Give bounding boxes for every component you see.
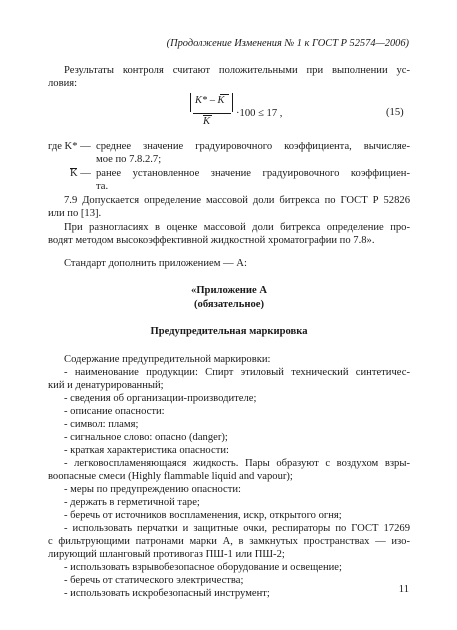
p79-line-1: 7.9 Допускается определение массовой доли битрекса по ГОСТ Р 52826 bbox=[64, 195, 410, 206]
formula-15 bbox=[190, 91, 320, 133]
standard-line: Стандарт дополнить приложением — А: bbox=[64, 258, 247, 269]
content-line: - держать в герметичной таре; bbox=[64, 497, 200, 508]
page-header: (Продолжение Изменения № 1 к ГОСТ Р 52574—2006) bbox=[166, 38, 409, 49]
definition-kbar-line-2: та. bbox=[96, 181, 109, 192]
content-line: - использовать искробезопасный инструмент; bbox=[64, 588, 270, 599]
formula-denominator: K bbox=[203, 116, 211, 127]
p79-line-2: или по [13]. bbox=[48, 208, 102, 219]
abs-bar-left bbox=[190, 93, 191, 112]
definition-kstar-text bbox=[96, 140, 410, 166]
disagree-line-1: При разногласиях в оценке массовой доли битрекса определение про- bbox=[64, 222, 410, 233]
definition-kstar-lead: где K* — bbox=[48, 141, 91, 152]
content-line: - беречь от источников воспламенения, искр, открытого огня; bbox=[64, 510, 342, 521]
definition-kstar-line-1: среднее значение градуировочного коэффициента, вычисляе- bbox=[96, 141, 410, 152]
formula-tail: ·100 ≤ 17 , bbox=[236, 108, 283, 119]
content-line: - использовать перчатки и защитные очки, респираторы по ГОСТ 17269 bbox=[64, 523, 410, 534]
definition-kbar-lead: K — bbox=[70, 168, 91, 179]
kbar-overline-den bbox=[203, 115, 212, 116]
disagree-line-2: водят методом высокоэффективной жидкостной хроматографии по 7.8». bbox=[48, 235, 375, 246]
formula-number: (15) bbox=[386, 107, 404, 118]
content-line: - беречь от статического электричества; bbox=[64, 575, 244, 586]
kbar-overline-num bbox=[220, 94, 229, 95]
appendix-title: «Приложение А bbox=[191, 285, 267, 296]
content-line: - сигнальное слово: опасно (danger); bbox=[64, 432, 228, 443]
content-line: - меры по предупреждению опасности: bbox=[64, 484, 242, 495]
content-line: - сведения об организации-производителе; bbox=[64, 393, 257, 404]
content-line: - описание опасности: bbox=[64, 406, 165, 417]
intro-paragraph bbox=[48, 64, 410, 90]
paragraph-standard bbox=[48, 257, 410, 270]
paragraph-disagreement bbox=[48, 221, 410, 247]
content-line: кий и денатурированный; bbox=[48, 380, 164, 391]
definition-kbar-line-1: ранее установленное значение градуировочного коэффициен- bbox=[96, 168, 410, 179]
paragraph-7-9 bbox=[48, 194, 410, 220]
content-line: - символ: пламя; bbox=[64, 419, 139, 430]
definition-kbar-text bbox=[96, 167, 410, 193]
appendix-subtitle: (обязательное) bbox=[194, 299, 264, 310]
content-line: - использовать взрывобезопасное оборудование и освещение; bbox=[64, 562, 342, 573]
fraction-bar bbox=[193, 113, 231, 114]
abs-bar-right bbox=[232, 93, 233, 112]
content-line: лирующий шланговый противогаз ПШ-1 или ПШ-2; bbox=[48, 549, 285, 560]
content-line: - легковоспламеняющаяся жидкость. Пары образуют с воздухом взры- bbox=[64, 458, 410, 469]
formula-numerator: K* – K bbox=[195, 95, 225, 106]
definition-kstar-line-2: мое по 7.8.2.7; bbox=[96, 154, 162, 165]
content-line: - наименование продукции: Спирт этиловый технический синтетичес- bbox=[64, 367, 410, 378]
intro-line-2: ловия: bbox=[48, 78, 78, 89]
content-line: с фильтрующими патронами марки А, в замкнутых пространствах — изо- bbox=[48, 536, 410, 547]
page-number: 11 bbox=[398, 584, 409, 595]
intro-line-1: Результаты контроля считают положительными при выполнении ус- bbox=[64, 65, 410, 76]
content-line: - краткая характеристика опасности: bbox=[64, 445, 229, 456]
content-line: Содержание предупредительной маркировки: bbox=[64, 354, 271, 365]
content-block bbox=[48, 353, 410, 600]
kbar-overline-def bbox=[70, 168, 77, 169]
section-title: Предупредительная маркировка bbox=[150, 326, 308, 337]
content-line: воопасные смеси (Highly flammable liquid and vapour); bbox=[48, 471, 293, 482]
